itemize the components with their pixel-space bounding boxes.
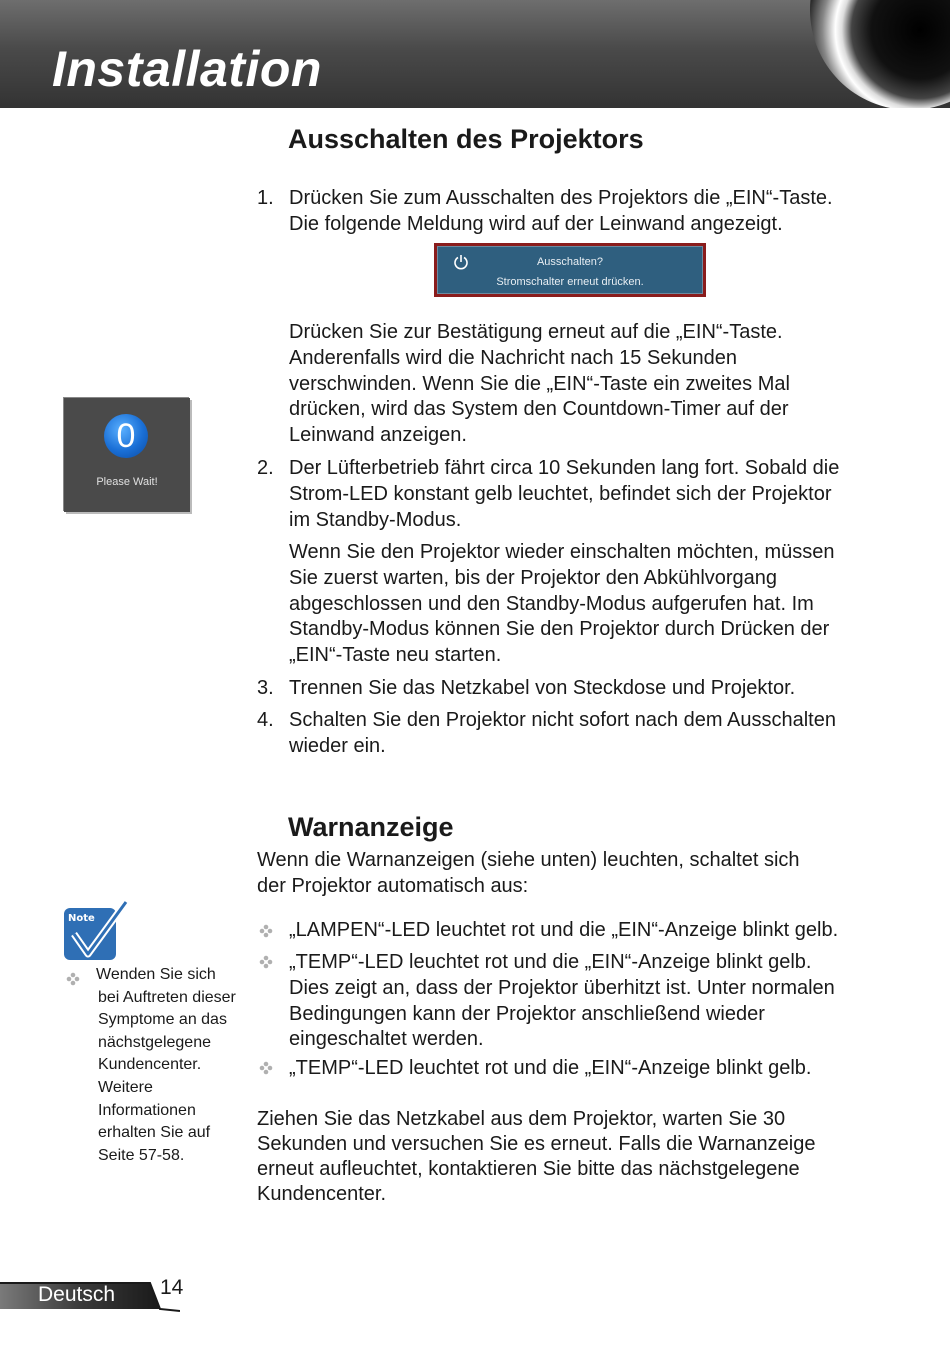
text-line: Bedingungen kann der Projektor anschließend wieder [289, 1002, 765, 1025]
text-line: „TEMP“-LED leuchtet rot und die „EIN“-Anzeige blinkt gelb. [289, 951, 812, 973]
restart-paragraph [289, 540, 834, 669]
footer-language: Deutsch [38, 1283, 116, 1306]
warning-bullet-temp [289, 950, 835, 1053]
bullet-diamond-icon [259, 955, 273, 969]
text-line: Trennen Sie das Netzkabel von Steckdose und Projektor. [289, 677, 796, 699]
page-number: 14 [160, 1276, 184, 1299]
step-2-text [289, 456, 839, 533]
text-line: Leinwand anzeigen. [289, 424, 467, 447]
warning-bullet-lamp [289, 918, 838, 944]
step-number: 3. [257, 677, 274, 699]
confirm-paragraph [289, 320, 790, 449]
text-line: Ziehen Sie das Netzkabel aus dem Projektor, warten Sie 30 [257, 1108, 786, 1130]
step-3-text [289, 676, 795, 702]
note-checkmark-icon [62, 900, 128, 964]
text-line: Sie zuerst warten, bis der Projektor den Abkühlvorgang [289, 566, 778, 589]
text-line: verschwinden. Wenn Sie die „EIN“-Taste ein zweites Mal [289, 372, 790, 395]
text-line: erhalten Sie auf [98, 1124, 211, 1142]
text-line: Wenn Sie den Projektor wieder einschalten möchten, müssen [289, 541, 835, 563]
text-line: „LAMPEN“-LED leuchtet rot und die „EIN“-Anzeige blinkt gelb. [289, 919, 839, 941]
note-bullet-diamond-icon [66, 972, 80, 986]
side-note-text [96, 964, 256, 1167]
text-line: Der Lüfterbetrieb fährt circa 10 Sekunden lang fort. Sobald die [289, 457, 840, 479]
step-4-text [289, 708, 836, 760]
text-line: bei Auftreten dieser [98, 988, 236, 1006]
text-line: wieder ein. [289, 734, 386, 757]
text-line: Kundencenter. [257, 1183, 386, 1205]
warning-intro [257, 848, 800, 900]
osd-title: Ausschalten? [536, 256, 604, 268]
text-line: im Standby-Modus. [289, 508, 462, 531]
bullet-diamond-icon [259, 1061, 273, 1075]
text-line: Kundencenter. [98, 1056, 202, 1074]
text-line: Sekunden und versuchen Sie es erneut. Falls die Warnanzeige [257, 1133, 816, 1155]
text-line: Wenden Sie sich [96, 966, 216, 983]
closing-paragraph [257, 1107, 816, 1207]
osd-power-off-message [434, 243, 706, 297]
text-line: Symptome an das [98, 1011, 227, 1029]
projector-lens-graphic [810, 0, 950, 108]
text-line: der Projektor automatisch aus: [257, 874, 529, 897]
text-line: Drücken Sie zum Ausschalten des Projektors die „EIN“-Taste. [289, 187, 833, 209]
text-line: Strom-LED konstant gelb leuchtet, befindet sich der Projektor [289, 482, 832, 505]
text-line: Anderenfalls wird die Nachricht nach 15 Sekunden [289, 346, 738, 369]
text-line: Standby-Modus können Sie den Projektor durch Drücken der [289, 618, 830, 641]
text-line: Drücken Sie zur Bestätigung erneut auf die „EIN“-Taste. [289, 321, 783, 343]
text-line: abgeschlossen und den Standby-Modus aufgerufen hat. Im [289, 592, 814, 615]
step-number: 4. [257, 709, 274, 731]
section-heading-warning: Warnanzeige [288, 812, 454, 842]
note-icon-label: Note [68, 913, 95, 924]
text-line: Seite 57-58. [98, 1146, 185, 1164]
bullet-diamond-icon [259, 924, 273, 938]
text-line: „TEMP“-LED leuchtet rot und die „EIN“-Anzeige blinkt gelb. [289, 1057, 812, 1079]
text-line: erneut aufleuchtet, kontaktieren Sie bitte das nächstgelegene [257, 1158, 800, 1180]
text-line: drücken, wird das System den Countdown-Timer auf der [289, 398, 789, 421]
text-line: Die folgende Meldung wird auf der Leinwand angezeigt. [289, 212, 783, 235]
please-wait-label: Please Wait! [96, 476, 158, 488]
osd-panel [437, 246, 703, 294]
page-header [0, 0, 950, 108]
text-line: Schalten Sie den Projektor nicht sofort nach dem Ausschalten [289, 709, 836, 731]
text-line: eingeschaltet werden. [289, 1028, 484, 1051]
countdown-counter: 0 [104, 414, 148, 458]
text-line: Informationen [98, 1101, 196, 1119]
step-number: 2. [257, 457, 274, 479]
text-line: Weitere [98, 1078, 153, 1096]
step-1-text [289, 186, 833, 238]
header-title: Installation [52, 41, 322, 97]
section-heading-shutdown: Ausschalten des Projektors [288, 124, 644, 154]
text-line: Wenn die Warnanzeigen (siehe unten) leuchten, schaltet sich [257, 849, 800, 871]
text-line: „EIN“-Taste neu starten. [289, 644, 502, 667]
text-line: nächstgelegene [98, 1033, 211, 1051]
warning-bullet-temp-2 [289, 1056, 811, 1082]
text-line: Dies zeigt an, dass der Projektor überhitzt ist. Unter normalen [289, 976, 835, 999]
step-number: 1. [257, 187, 274, 209]
countdown-screen [64, 398, 190, 512]
osd-instruction: Stromschalter erneut drücken. [496, 276, 644, 288]
